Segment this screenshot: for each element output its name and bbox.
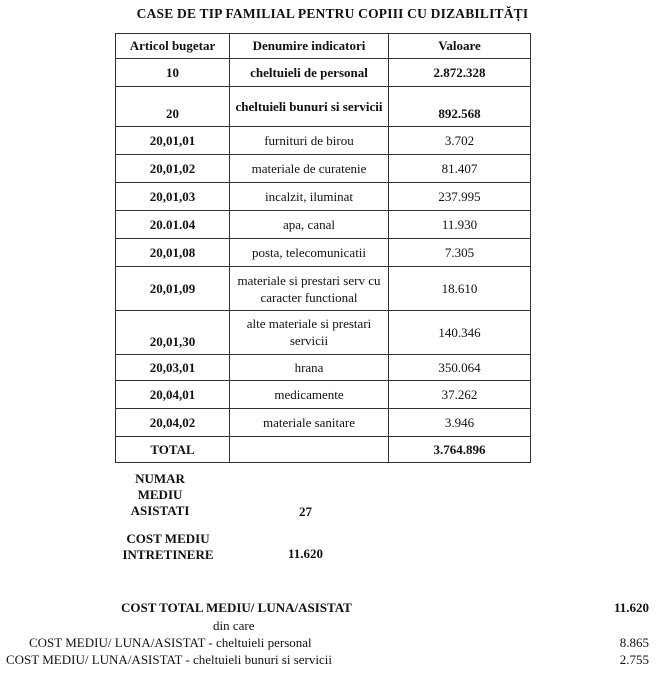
cell-code: 20,03,01 [116, 355, 230, 381]
cost-personal-label: COST MEDIU/ LUNA/ASISTAT - cheltuieli personal [29, 635, 312, 650]
cell-name: materiale si prestari serv cu caracter functional [230, 267, 389, 311]
cell-name: materiale de curatenie [230, 155, 389, 183]
cell-value: 140.346 [389, 311, 531, 355]
asistati-label: NUMAR MEDIU ASISTATI [130, 471, 190, 518]
cell-name: posta, telecomunicatii [230, 239, 389, 267]
cell-name: medicamente [230, 381, 389, 409]
cell-code: 20.01.04 [116, 211, 230, 239]
table-row [116, 59, 531, 87]
din-care-label: din care [213, 618, 255, 633]
cost-personal-value: 8.865 [619, 635, 649, 650]
cell-code: 20,04,01 [116, 381, 230, 409]
table-row [116, 127, 531, 155]
cell-name: cheltuieli de personal [230, 59, 389, 87]
cell-name: cheltuieli bunuri si servicii [230, 87, 389, 127]
asistati-value: 27 [299, 504, 312, 519]
cell-name: furnituri de birou [230, 127, 389, 155]
budget-table [115, 33, 531, 463]
cell-code: 20,01,08 [116, 239, 230, 267]
header-articol: Articol bugetar [116, 34, 230, 59]
cell-value: 3.702 [389, 127, 531, 155]
cost-bunuri-label: COST MEDIU/ LUNA/ASISTAT - cheltuieli bunuri si servicii [6, 652, 332, 667]
table-row [116, 355, 531, 381]
table-row [116, 155, 531, 183]
header-denumire: Denumire indicatori [230, 34, 389, 59]
cell-value: 237.995 [389, 183, 531, 211]
table-row [116, 211, 531, 239]
cell-code: 20,01,01 [116, 127, 230, 155]
header-valoare: Valoare [389, 34, 531, 59]
cell-code: 20,01,30 [116, 311, 230, 355]
cell-value: 3.764.896 [389, 437, 531, 463]
cell-value: 2.872.328 [389, 59, 531, 87]
cell-code: 20,01,02 [116, 155, 230, 183]
cell-name: alte materiale si prestari servicii [230, 311, 389, 355]
table-row [116, 311, 531, 355]
table-row [116, 239, 531, 267]
cell-name: apa, canal [230, 211, 389, 239]
table-row [116, 183, 531, 211]
cell-code: TOTAL [116, 437, 230, 463]
table-row [116, 409, 531, 437]
cost-intretinere-value: 11.620 [288, 546, 324, 561]
table-row [116, 381, 531, 409]
table-row [116, 267, 531, 311]
cell-code: 20,04,02 [116, 409, 230, 437]
cell-name: materiale sanitare [230, 409, 389, 437]
cell-value: 18.610 [389, 267, 531, 311]
cell-value: 892.568 [389, 87, 531, 127]
cell-code: 20,01,03 [116, 183, 230, 211]
cell-value: 37.262 [389, 381, 531, 409]
cell-code: 20 [116, 87, 230, 127]
cell-name [230, 437, 389, 463]
cell-value: 350.064 [389, 355, 531, 381]
cell-name: hrana [230, 355, 389, 381]
cell-code: 10 [116, 59, 230, 87]
cell-name: incalzit, iluminat [230, 183, 389, 211]
cell-value: 11.930 [389, 211, 531, 239]
cell-value: 3.946 [389, 409, 531, 437]
cell-value: 81.407 [389, 155, 531, 183]
table-header-row [116, 34, 531, 59]
cost-bunuri-value: 2.755 [619, 652, 649, 667]
cell-code: 20,01,09 [116, 267, 230, 311]
page-title: CASE DE TIP FAMILIAL PENTRU COPIII CU DIZABILITĂȚI [136, 6, 529, 21]
table-row [116, 87, 531, 127]
cost-total-label: COST TOTAL MEDIU/ LUNA/ASISTAT [121, 600, 352, 615]
cell-value: 7.305 [389, 239, 531, 267]
cost-intretinere-label: COST MEDIU INTRETINERE [122, 531, 214, 562]
cost-total-value: 11.620 [613, 600, 649, 615]
table-total-row [116, 437, 531, 463]
